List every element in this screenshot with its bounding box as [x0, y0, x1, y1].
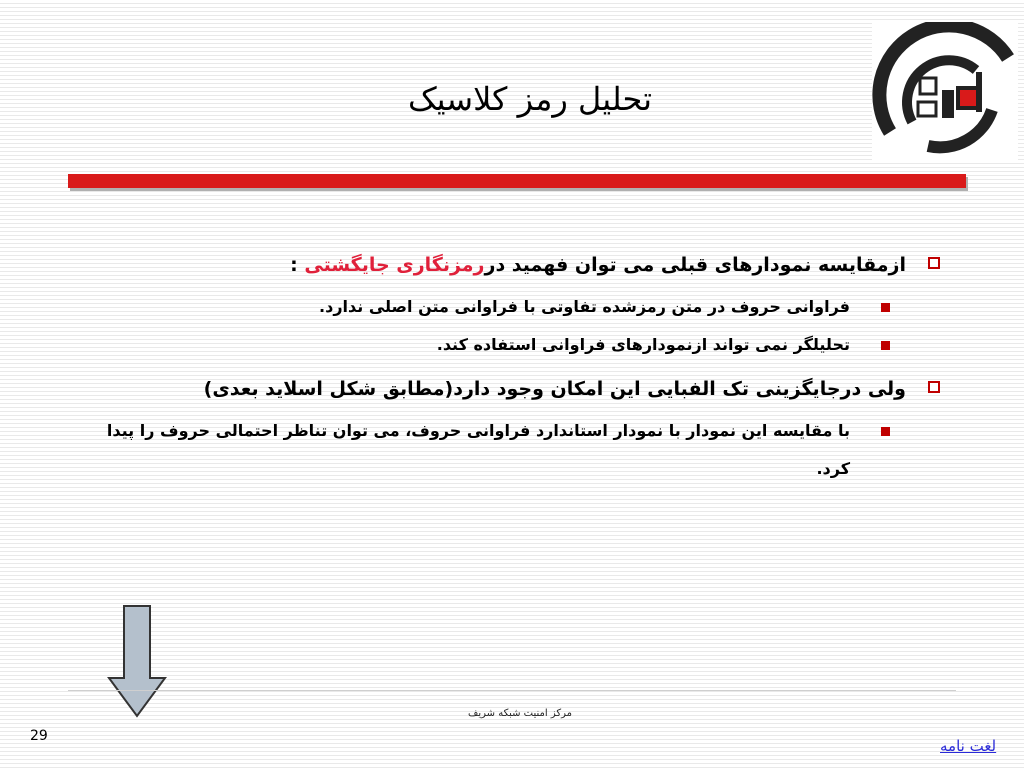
- sub-bullet-text: تحلیلگر نمی تواند ازنمودارهای فراوانی استفاده کند.: [436, 335, 850, 354]
- hollow-square-bullet-icon: [928, 381, 940, 393]
- logo: [872, 22, 1018, 162]
- bullet-text: ازمقایسه نمودارهای قبلی می توان فهمید در: [484, 254, 906, 276]
- hollow-square-bullet-icon: [928, 257, 940, 269]
- bullet-text-end: :: [290, 254, 305, 276]
- bullet-text: ولی درجایگزینی تک الفبایی این امکان وجود دارد(مطابق شکل اسلاید بعدی): [203, 378, 906, 400]
- glossary-link[interactable]: لغت نامه: [940, 737, 997, 755]
- sub-bullet-item: [70, 326, 950, 364]
- bullet-highlight: رمزنگاری جایگشتی: [304, 254, 485, 276]
- sub-bullet-item: [70, 412, 950, 488]
- footer-text: مرکز امنیت شبکه شریف: [468, 708, 572, 719]
- sub-bullet-text: فراوانی حروف در متن رمزشده تفاوتی با فراوانی متن اصلی ندارد.: [319, 297, 850, 316]
- filled-square-bullet-icon: [881, 303, 890, 312]
- filled-square-bullet-icon: [881, 427, 890, 436]
- filled-square-bullet-icon: [881, 341, 890, 350]
- title-divider: [68, 174, 966, 188]
- sub-bullet-text: با مقایسه این نمودار با نمودار استاندارد فراوانی حروف، می توان تناظر احتمالی حروف را پیدا کرد.: [106, 421, 850, 478]
- bullet-item: [70, 248, 950, 282]
- slide-content: [70, 248, 950, 488]
- sub-bullet-item: [70, 288, 950, 326]
- down-arrow-icon[interactable]: [105, 604, 169, 720]
- footer-divider: [68, 690, 956, 691]
- page-number: 29: [30, 728, 48, 744]
- slide-title: تحلیل رمز کلاسیک: [407, 80, 653, 118]
- bullet-item: [70, 372, 950, 406]
